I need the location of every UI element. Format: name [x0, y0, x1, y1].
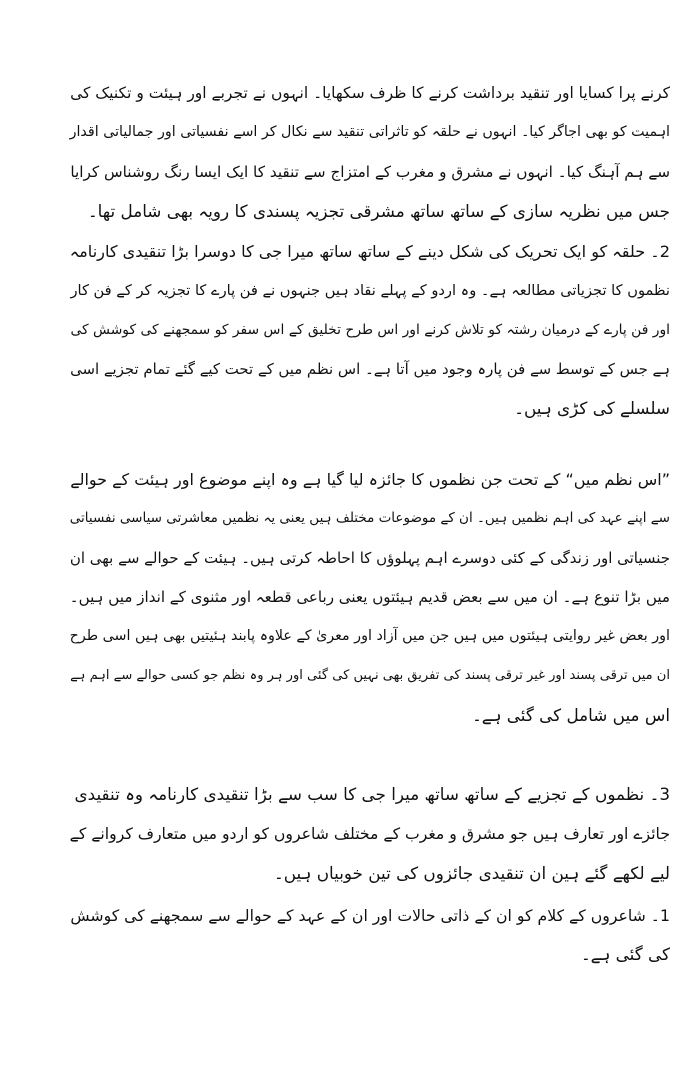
- text-line: اہمیت کو بھی اجاگر کیا۔ انہوں نے حلقہ کو تاثراتی تنقید سے نکال کر اسے نفسیاتی اور جمالیاتی اقدار: [69, 124, 670, 141]
- text-line: جس میں نظریہ سازی کے ساتھ ساتھ مشرقی تجزیہ پسندی کا رویہ بھی شامل تھا۔: [87, 200, 670, 221]
- text-line: ”اس نظم میں“ کے تحت جن نظموں کا جائزہ لیا گیا ہے وہ اپنے موضوع اور ہیئت کے حوالے: [70, 470, 670, 489]
- text-line: ہے جس کے توسط سے فن پارہ وجود میں آتا ہے۔ اس نظم میں کے تحت کیے گئے تمام تجزیے اسی: [70, 359, 670, 378]
- text-line: سے اپنے عہد کی اہم نظمیں ہیں۔ ان کے موضوعات مختلف ہیں یعنی یہ نظمیں معاشرتی سیاسی نفسیاتی: [69, 510, 670, 527]
- paragraph-point-2: [58, 232, 670, 428]
- text-line: 3۔ نظموں کے تجزیے کے ساتھ ساتھ میرا جی کا سب سے بڑا تنقیدی کارنامہ وہ تنقیدی: [74, 784, 670, 804]
- text-line: کرنے پرا کسایا اور تنقید برداشت کرنے کا ظرف سکھایا۔ انہوں نے تجربے اور ہیئت و تکنیک کی: [70, 84, 670, 102]
- text-line: سلسلے کی کڑی ہیں۔: [514, 398, 670, 419]
- text-line: جائزے اور تعارف ہیں جو مشرق و مغرب کے مختلف شاعروں کو اردو میں متعارف کروانے کے: [69, 824, 670, 844]
- text-line: 2۔ حلقہ کو ایک تحریک کی شکل دینے کے ساتھ ساتھ میرا جی کا دوسرا بڑا تنقیدی کارنامہ: [69, 242, 670, 261]
- text-line: کی گئی ہے۔: [580, 944, 670, 965]
- text-line: میں بڑا تنوع ہے۔ ان میں سے بعض قدیم ہیئتوں یعنی رباعی قطعہ اور مثنوی کے انداز میں ہیں۔: [69, 587, 670, 606]
- paragraph-is-nazm-mein: [58, 460, 670, 735]
- text-line: لیے لکھے گئے ہین ان تنقیدی جائزوں کی تین خوبیاں ہیں۔: [273, 862, 670, 883]
- text-line: سے ہم آہنگ کیا۔ انہوں نے مشرق و مغرب کے امتزاج سے تنقید کا ایک ایسا رنگ روشناس کرایا: [70, 162, 670, 181]
- paragraph-intro: [58, 74, 670, 231]
- text-line: 1۔ شاعروں کے کلام کو ان کے ذاتی حالات اور ان کے عہد کے حوالے سے سمجھنے کی کوشش: [70, 906, 670, 925]
- text-line: اس میں شامل کی گئی ہے۔: [471, 704, 670, 725]
- text-line: اور بعض غیر روایتی ہیئتوں میں ہیں جن میں آزاد اور معریٰ کے علاوہ پابند ہئیتیں بھی ہیں اسی طرح: [69, 628, 670, 645]
- text-line: اور فن پارے کے درمیان رشتہ کو تلاش کرنے اور اس طرح تخلیق کے اس سفر کو سمجھنے کی کوشش کی: [70, 321, 670, 338]
- paragraph-subpoint-1: [58, 896, 670, 975]
- text-line: ان میں ترقی پسند اور غیر ترقی پسند کی تفریق بھی نہیں کی گئی اور ہر وہ نظم جو کسی حوالے سے اہم ہے: [70, 668, 670, 684]
- paragraph-point-3: [58, 775, 670, 893]
- text-line: نظموں کا تجزیاتی مطالعہ ہے۔ وہ اردو کے پہلے نقاد ہیں جنہوں نے فن پارے کا تجزیہ کر کے فن کار: [70, 282, 670, 300]
- text-line: جنسیاتی اور زندگی کے کئی دوسرے اہم پہلوؤں کا احاطہ کرتی ہیں۔ ہیئت کے حوالے سے بھی ان: [69, 548, 670, 567]
